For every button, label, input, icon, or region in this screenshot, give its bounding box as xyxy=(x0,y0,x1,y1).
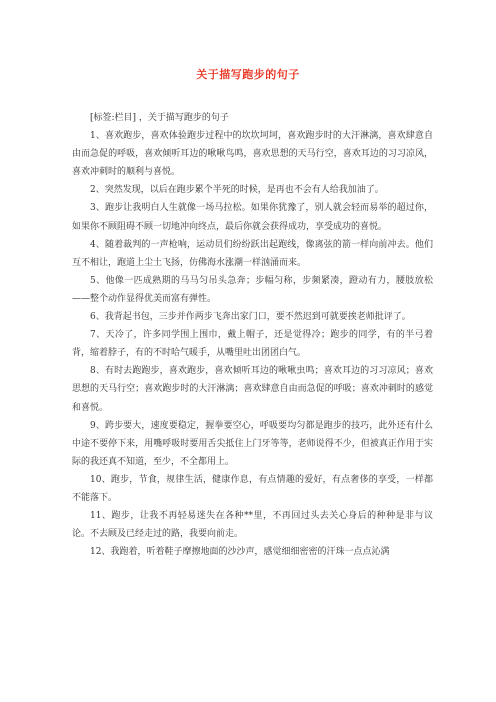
paragraph-4: 4、随着裁判的一声枪响，运动员们纷纷跃出起跑线，像离弦的箭一样向前冲去。他们互不相让，跑道上尘土飞扬，仿佛海水涨潮一样汹涌而来。 xyxy=(72,239,433,268)
paragraph-2: 2、突然发现，以后在跑步累个半死的时候，是再也不会有人给我加油了。 xyxy=(90,185,384,196)
paragraph-10: 10、跑步，节食，规律生活，健康作息，有点情趣的爱好，有点奢侈的享受，一样都不能落下。 xyxy=(72,474,433,503)
paragraph-1: 1、喜欢跑步，喜欢体验跑步过程中的坎坎坷坷，喜欢跑步时的大汗淋漓，喜欢肆意自由而急促的呼吸，喜欢倾听耳边的啾啾鸟鸣，喜欢思想的天马行空，喜欢耳边的习习凉风，喜欢冲刺时的顺利与喜悦。 xyxy=(72,131,433,178)
paragraph-3: 3、跑步让我明白人生就像一场马拉松。如果你犹豫了，别人就会轻而易举的超过你，如果你不顾阻碍不顾一切地冲向终点，最后你就会获得成功，享受成功的喜悦。 xyxy=(72,203,433,232)
tag-line: [标签:栏目] ，关于描写跑步的句子 xyxy=(90,113,229,123)
paragraph-7: 7、天冷了，许多同学围上围巾，戴上帽子，还是觉得冷；跑步的同学，有的半弓着背，缩着脖子，有的不时哈气暖手，从嘴里吐出团团白气。 xyxy=(72,330,433,359)
page-title: 关于描写跑步的句子 xyxy=(196,68,300,81)
paragraph-12: 12、我跑着，听着鞋子摩擦地面的沙沙声，感觉细细密密的汗珠一点点沁满 xyxy=(90,547,390,558)
document-body xyxy=(72,109,433,561)
paragraph-5: 5、他像一匹成熟期的马马匀吊头急奔；步幅匀称，步频紧凑，蹬动有力，腰肢放松——整个动作显得优美而富有弹性。 xyxy=(72,275,433,304)
paragraph-9: 9、跨步要大，速度要稳定，握拳要空心，呼吸要均匀都是跑步的技巧，此外还有什么中途不要停下来，用嘴呼吸时要用舌尖抵住上门牙等等，老师说得不少，但被真正作用于实际的我还真不知道，至少，不全都用上。 xyxy=(72,420,433,467)
paragraph-6: 6、我背起书包，三步并作两步飞奔出家门口，要不然迟到可就要挨老师批评了。 xyxy=(90,312,411,323)
paragraph-11: 11、跑步，让我不再轻易迷失在各种**里，不再回过头去关心身后的种种是非与议论。不去顾及已经走过的路，我要向前走。 xyxy=(72,511,433,540)
paragraph-8: 8、有时去跑跑步，喜欢跑步，喜欢倾听耳边的啾啾虫鸣；喜欢耳边的习习凉风；喜欢思想的天马行空；喜欢跑步时的大汗淋漓；喜欢肆意自由而急促的呼吸；喜欢冲刺时的感觉和喜悦。 xyxy=(72,366,433,413)
